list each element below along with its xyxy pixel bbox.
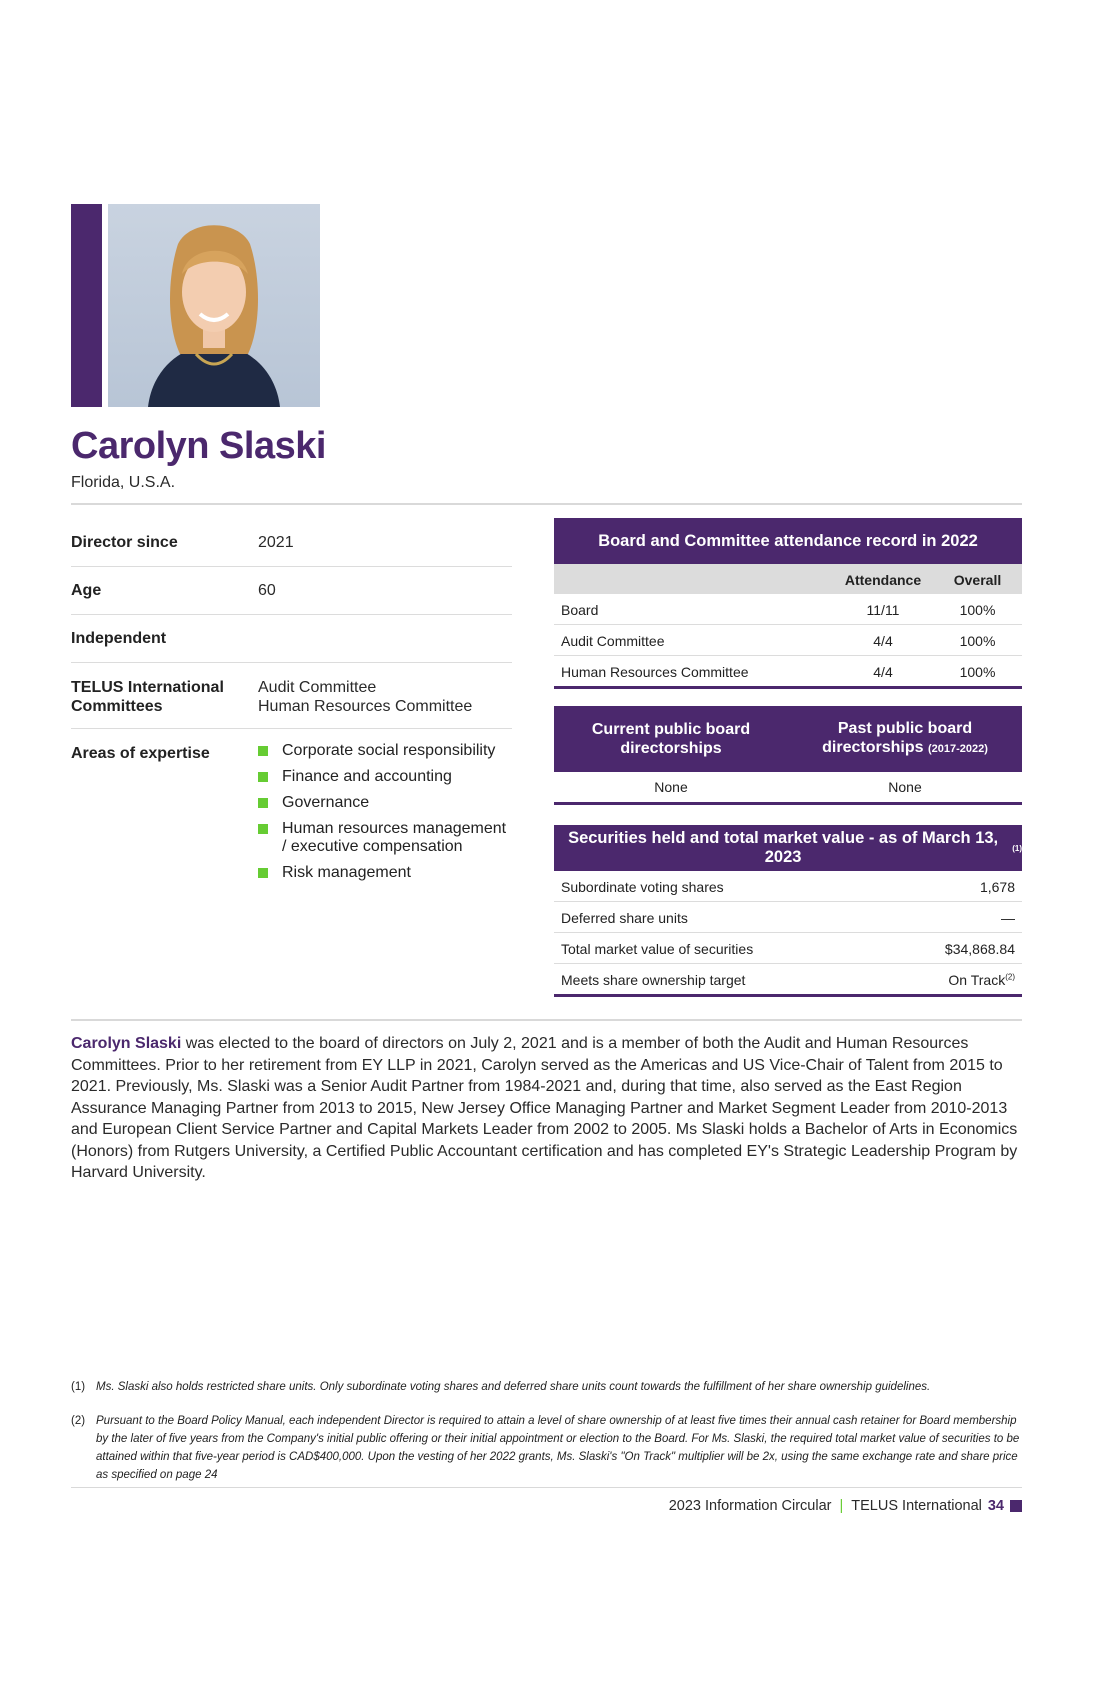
page-footer <box>669 1498 1022 1514</box>
committee-item: Human Resources Committee <box>258 698 473 715</box>
current-directorships-label: Current public board directorships <box>591 721 751 757</box>
biography <box>71 1033 1026 1184</box>
attendance-table <box>554 518 1022 689</box>
square-bullet-icon <box>258 868 268 878</box>
list-item: Governance <box>258 794 508 812</box>
table-bottom-rule <box>554 802 1022 805</box>
age-label: Age <box>71 582 102 599</box>
table-bottom-rule <box>554 686 1022 689</box>
table-row: Audit Committee 4/4 100% <box>554 625 1022 656</box>
divider <box>71 1487 1022 1488</box>
list-item: Risk management <box>258 864 508 882</box>
square-bullet-icon <box>258 824 268 834</box>
footnote: (1) Ms. Slaski also holds restricted share units. Only subordinate voting shares and deferred share units count towards the fulfillment of her share ownership guidelines. <box>71 1381 931 1393</box>
info-row-director-since <box>71 530 512 567</box>
table-row: Total market value of securities $34,868.84 <box>554 933 1022 964</box>
divider <box>71 1019 1022 1021</box>
portrait-illustration <box>108 204 320 407</box>
bio-text: was elected to the board of directors on July 2, 2021 and is a member of both the Audit and Human Resources Committees. Prior to her retirement from EY LLP in 2021, Carolyn served as the Americas and US Vice-Chair of Talent from 2015 to 2021. Previously, Ms. Slaski was a Senior Audit Partner from 1984-2021 and, during that time, also served as the East Region Assurance Managing Partner from 2013 to 2015, New Jersey Office Managing Partner and Market Segment Leader from 2010-2013 and European Client Service Partner and Capital Markets Leader from 2002 to 2005. Ms Slaski holds a Bachelor of Arts in Economics (Honors) from Rutgers University, a Certified Public Accountant certification and has completed EY's Strategic Leadership Program by Harvard University. <box>71 1035 1018 1181</box>
table-row <box>554 772 1022 802</box>
square-bullet-icon <box>258 798 268 808</box>
committees-label-line2: Committees <box>71 698 163 715</box>
col-attendance: Attendance <box>844 572 922 588</box>
directorships-table <box>554 706 1022 805</box>
past-directorships-value: None <box>888 779 922 795</box>
securities-table <box>554 825 1022 997</box>
square-bullet-icon <box>258 772 268 782</box>
committee-item: Audit Committee <box>258 679 377 696</box>
director-since-value: 2021 <box>258 534 294 551</box>
director-name: Carolyn Slaski <box>71 425 326 467</box>
info-row-age <box>71 566 512 615</box>
committees-label-line1: TELUS International <box>71 679 224 696</box>
past-directorships-label: Past public board directorships (2017-2022) <box>822 720 988 756</box>
attendance-title: Board and Committee attendance record in 2022 <box>554 518 1022 564</box>
table-row: Human Resources Committee 4/4 100% <box>561 664 996 680</box>
current-directorships-value: None <box>654 779 688 795</box>
page-number: 34 <box>987 1498 1004 1514</box>
info-row-independent <box>71 614 512 663</box>
director-since-label: Director since <box>71 534 178 551</box>
list-item: Corporate social responsibility <box>258 742 508 760</box>
square-bullet-icon <box>258 746 268 756</box>
col-overall: Overall <box>953 572 1002 588</box>
footer-company: TELUS International <box>851 1498 982 1514</box>
list-item: Finance and accounting <box>258 768 508 786</box>
table-row: Meets share ownership target On Track$^{(2)}$ <box>561 972 1015 988</box>
attendance-header-row <box>554 564 1022 594</box>
table-row: Board 11/11 100% <box>554 594 1022 625</box>
table-row: Subordinate voting shares 1,678 <box>554 871 1022 902</box>
info-row-committees <box>71 662 512 729</box>
divider <box>71 503 1022 505</box>
footer-doc-title: 2023 Information Circular <box>668 1498 832 1514</box>
list-item: Human resources management / executive compensation <box>258 820 508 856</box>
footnote: (2) Pursuant to the Board Policy Manual, each independent Director is required to attain a level of share ownership of at least five times their annual cash retainer for Board membership by the later of five years from the Company's initial public offering or their initial appointment or election to the Board. For Ms. Slaski, the required total market value of securities to be attained within that five-year period is CAD$400,000. Upon the vesting of her 2022 grants, Ms. Slaski's "On Track" multiplier will be 2x, using the same exchange rate and share price as specified on page 24 <box>71 1415 1020 1481</box>
expertise-label: Areas of expertise <box>71 745 210 762</box>
table-bottom-rule <box>554 994 1022 997</box>
director-location: Florida, U.S.A. <box>71 474 176 491</box>
securities-title: Securities held and total market value - as of March 13, 2023 (1) <box>554 825 1022 871</box>
square-marker-icon <box>1010 1500 1022 1512</box>
bio-name: Carolyn Slaski <box>71 1035 182 1052</box>
footer-separator: | <box>839 1498 844 1514</box>
director-photo <box>108 204 320 407</box>
table-row: Deferred share units — <box>554 902 1022 933</box>
accent-bar <box>71 204 102 407</box>
directorships-header <box>554 706 1022 772</box>
expertise-list <box>258 742 508 890</box>
independent-label: Independent <box>71 630 167 647</box>
age-value: 60 <box>258 582 276 599</box>
